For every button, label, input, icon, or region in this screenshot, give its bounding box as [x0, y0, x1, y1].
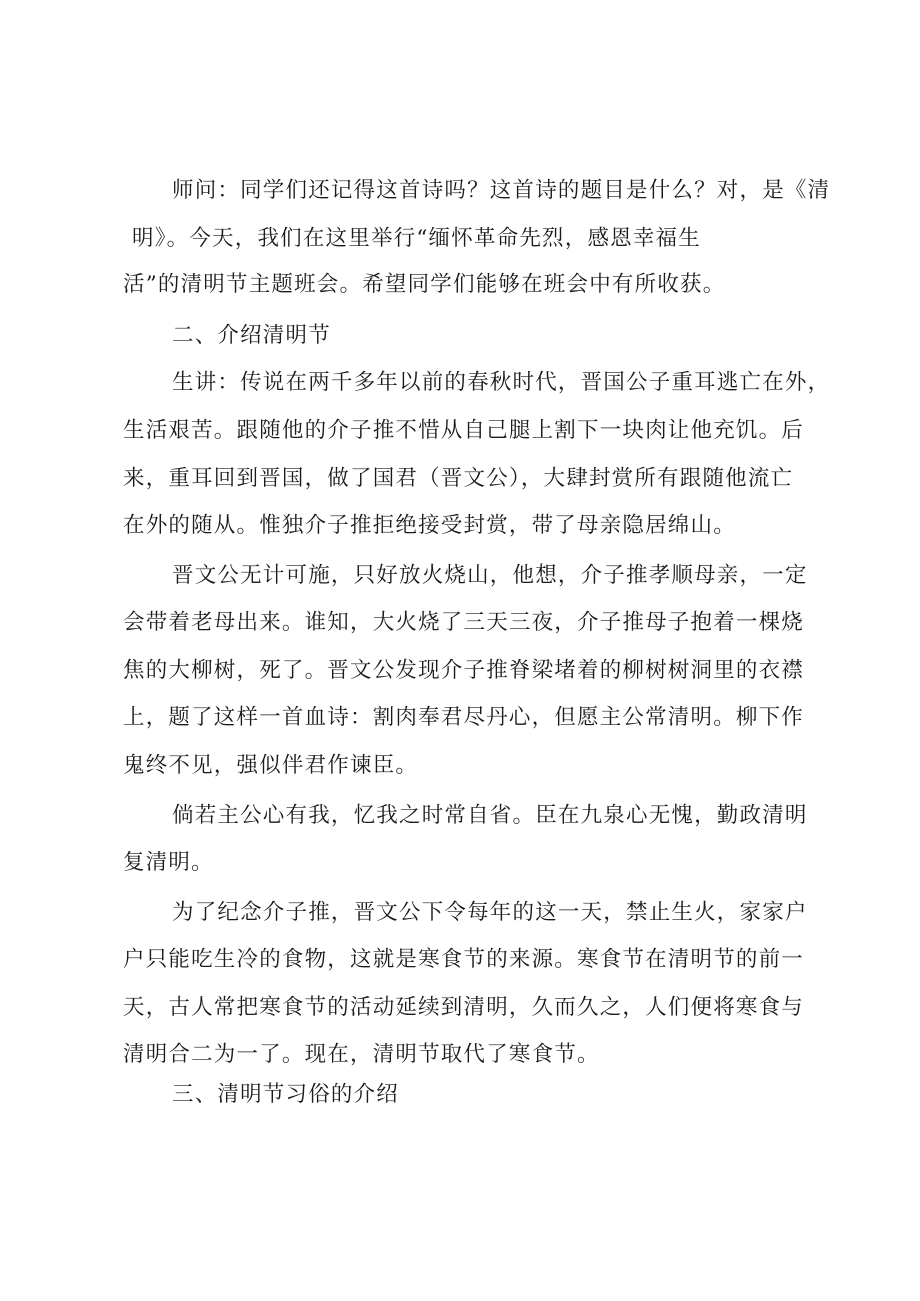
paragraph-line: 清明合二为一了。现在，清明节取代了寒食节。 — [123, 1042, 600, 1067]
paragraph-line: 在外的随从。惟独介子推拒绝接受封赏，带了母亲隐居绵山。 — [123, 513, 736, 538]
paragraph-line: 晋文公无计可施，只好放火烧山，他想，介子推孝顺母亲，一定 — [172, 563, 808, 588]
paragraph-line: 天，古人常把寒食节的活动延续到清明，久而久之，人们便将寒食与 — [123, 995, 805, 1020]
paragraph-line: 生活艰苦。跟随他的介子推不惜从自己腿上割下一块肉让他充饥。后 — [123, 418, 805, 443]
paragraph-line: 活”的清明节主题班会。希望同学们能够在班会中有所收获。 — [123, 272, 726, 297]
paragraph-line: 鬼终不见，强似伴君作谏臣。 — [123, 753, 419, 778]
section-heading: 二、介绍清明节 — [172, 323, 331, 348]
paragraph-line: 复清明。 — [123, 850, 214, 875]
paragraph-line: 上，题了这样一首血诗：割肉奉君尽丹心，但愿主公常清明。柳下作 — [123, 705, 805, 730]
paragraph-line: 为了纪念介子推，晋文公下令每年的这一天，禁止生火，家家户 — [172, 900, 808, 925]
paragraph-line: 焦的大柳树，死了。晋文公发现介子推脊梁堵着的柳树树洞里的衣襟 — [123, 658, 805, 683]
paragraph-line: 生讲：传说在两千多年以前的春秋时代，晋国公子重耳逃亡在外， — [172, 370, 831, 395]
section-heading: 三、清明节习俗的介绍 — [172, 1082, 400, 1107]
paragraph-line: 会带着老母出来。谁知，大火烧了三天三夜，介子推母子抱着一棵烧 — [123, 610, 805, 635]
paragraph-line: 师问：同学们还记得这首诗吗？这首诗的题目是什么？对，是《清 — [172, 178, 831, 203]
paragraph-line: 来，重耳回到晋国，做了国君（晋文公），大肆封赏所有跟随他流亡 — [123, 466, 794, 491]
paragraph-line: 户只能吃生冷的食物，这就是寒食节的来源。寒食节在清明节的前一 — [123, 947, 805, 972]
paragraph-line: 明》。今天，我们在这里举行“缅怀革命先烈，感恩幸福生 — [132, 226, 701, 251]
paragraph-line: 倘若主公心有我，忆我之时常自省。臣在九泉心无愧，勤政清明 — [172, 803, 808, 828]
